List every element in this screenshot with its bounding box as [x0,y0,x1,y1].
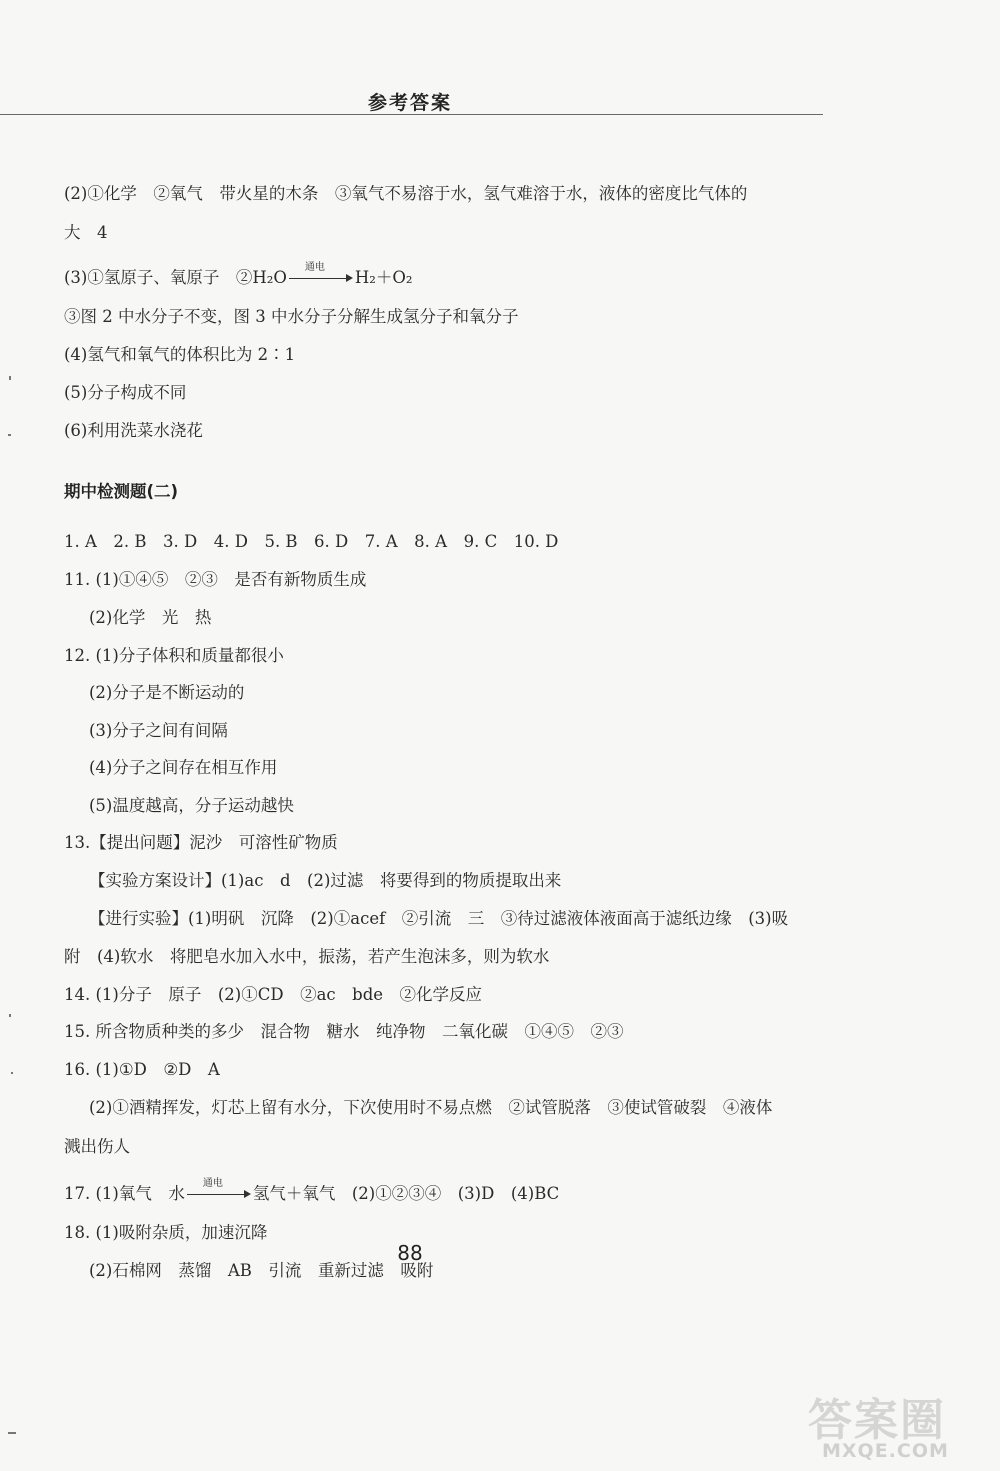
scan-speck [9,376,11,380]
answer-line: 附 (4)软水 将肥皂水加入水中，振荡，若产生泡沫多，则为软水 [64,947,550,966]
watermark-sub-text: MXQE.COM [822,1440,949,1462]
answer-line: (5)分子构成不同 [64,383,187,402]
scan-speck [11,1072,13,1074]
answer-line: 14. (1)分子 原子 (2)①CD ②ac bde ②化学反应 [64,985,483,1004]
answer-line: (4)氢气和氧气的体积比为 2∶1 [64,345,296,364]
section-title: 期中检测题(二) [64,482,179,501]
answer-line: 1. A 2. B 3. D 4. D 5. B 6. D 7. A 8. A 9. C 10. D [64,532,559,551]
answer-line: (6)利用洗菜水浇花 [64,421,203,440]
answer-line: (2)分子是不断运动的 [89,683,245,702]
answer-line: (2)①酒精挥发，灯芯上留有水分，下次使用时不易点燃 ②试管脱落 ③使试管破裂 ④液体 [89,1098,773,1117]
answer-line: 【进行实验】(1)明矾 沉降 (2)①acef ②引流 三 ③待过滤液体液面高于滤纸边缘 (3)吸 [89,909,789,928]
answer-line: ③图 2 中水分子不变，图 3 中水分子分解生成氢分子和氧分子 [64,307,519,326]
scan-speck [9,1014,11,1017]
answer-line: (4)分子之间存在相互作用 [89,758,278,777]
equation-prefix: 17. (1)氧气 水 [64,1184,185,1203]
reaction-arrow [185,1177,253,1206]
answer-line: 18. (1)吸附杂质，加速沉降 [64,1223,268,1242]
watermark-logo [808,1384,994,1464]
equation-prefix: (3)①氢原子、氧原子 ②H₂O [64,268,287,287]
equation-products: H₂＋O₂ [354,268,413,287]
scan-speck [8,434,11,436]
header-divider [0,114,823,115]
watermark-main-text: 答案圈 [808,1395,946,1446]
answer-line: (3)分子之间有间隔 [89,721,228,740]
answer-line: (2)①化学 ②氧气 带火星的木条 ③氧气不易溶于水，氢气难溶于水，液体的密度比气体的 [64,184,748,203]
scan-speck [8,1432,16,1434]
reaction-arrow [287,261,355,290]
answer-line-equation [64,261,413,290]
answer-line: 【实验方案设计】(1)ac d (2)过滤 将要得到的物质提取出来 [89,871,562,890]
answer-line: 溅出伤人 [64,1137,130,1156]
reaction-condition: 通电 [202,1177,223,1189]
answer-line-equation [64,1177,560,1206]
answer-line: 12. (1)分子体积和质量都很小 [64,646,284,665]
answer-line: 16. (1)①D ②D A [64,1060,220,1079]
answer-line: (2)化学 光 热 [89,608,212,627]
answer-line: 13.【提出问题】泥沙 可溶性矿物质 [64,833,338,852]
answer-line: 11. (1)①④⑤ ②③ 是否有新物质生成 [64,570,367,589]
page-header-title: 参考答案 [367,92,452,114]
page-number: 88 [397,1241,423,1265]
equation-products: 氢气＋氧气 (2)①②③④ (3)D (4)BC [252,1184,560,1203]
answer-line: (5)温度越高，分子运动越快 [89,796,294,815]
answer-line: 大 4 [64,223,108,242]
answer-line: (2)石棉网 蒸馏 AB 引流 重新过滤 吸附 [89,1261,434,1280]
reaction-condition: 通电 [304,261,325,273]
answer-line: 15. 所含物质种类的多少 混合物 糖水 纯净物 二氧化碳 ①④⑤ ②③ [64,1022,624,1041]
